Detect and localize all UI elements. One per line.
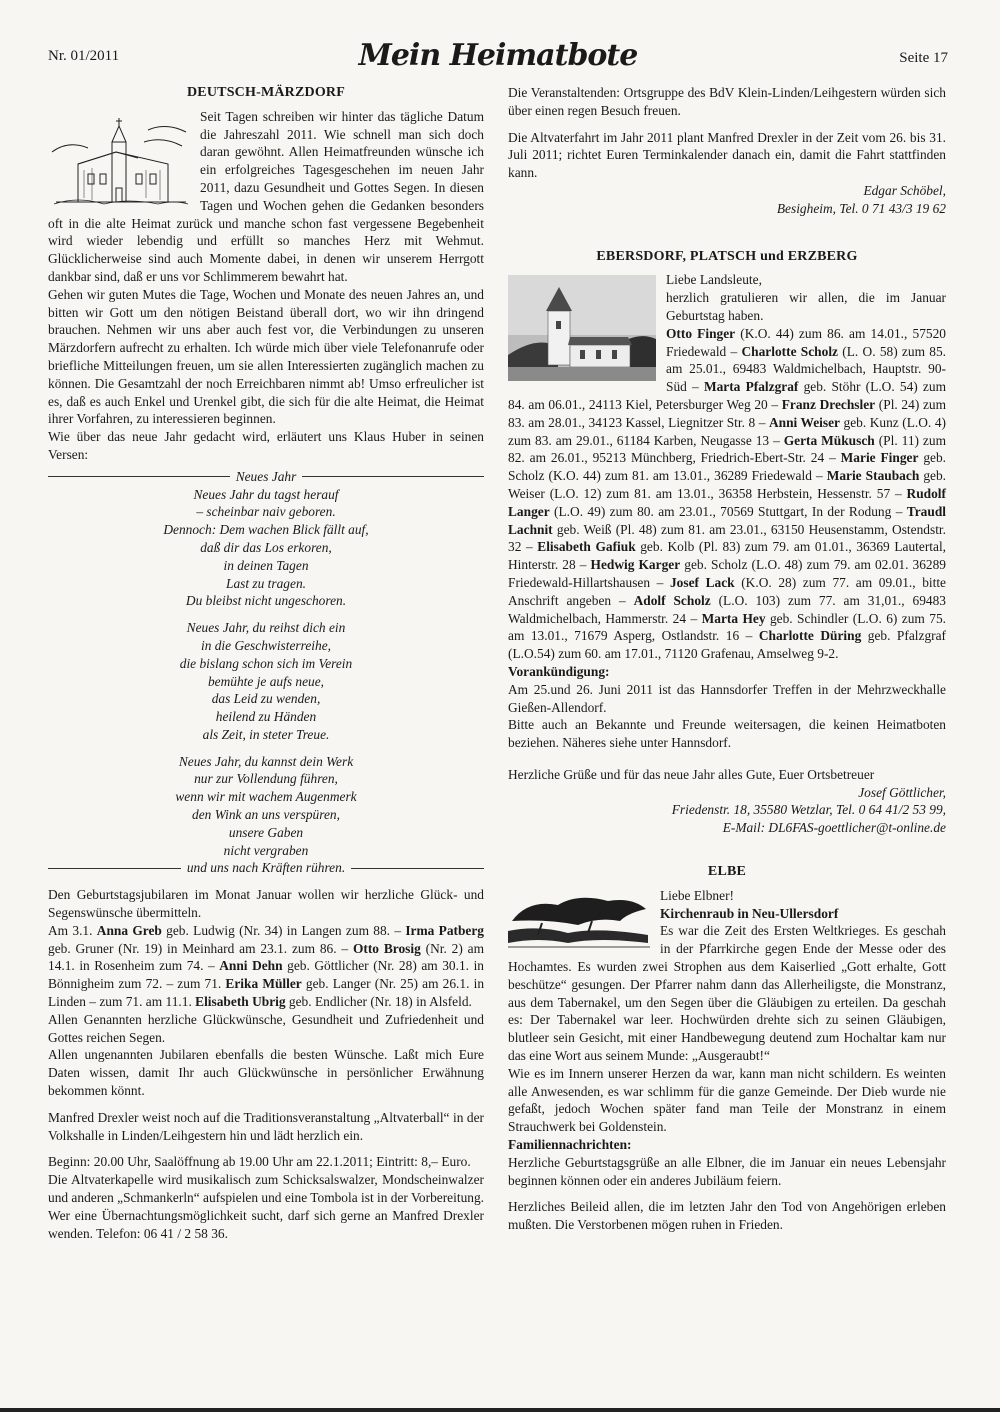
poem-line: Neues Jahr, du reihst dich ein [186,620,346,636]
paragraph: Beginn: 20.00 Uhr, Saalöffnung ab 19.00 Uhr am 22.1.2011; Eintritt: 8,– Euro. [48,1154,471,1170]
paragraph: Herzliche Geburtstagsgrüße an alle Elbner, die im Januar ein neues Lebensjahr beginnen können oder ein anderes Jubiläum feiern. [508,1154,946,1188]
jubilar-name: Gerta Mükusch [783,432,875,448]
paragraph: Bitte auch an Bekannte und Freunde weitersagen, die keinen Heimatboten beziehen. Näheres siehe unter Hannsdorf. [508,717,946,751]
bottom-edge [0,1408,1000,1412]
jubilar-name: Anni Weiser [768,414,840,430]
poem-line: Du bleibst nicht ungeschoren. [185,593,347,609]
page-header [48,38,948,78]
poem-line: heilend zu Händen [215,709,317,725]
jubilar-name: Marta Hey [701,610,766,626]
birthday-list: Otto Finger (K.O. 44) zum 86. am 14.01., 57520 Friedewald – Charlotte Scholz (L. O. 58) zum 85. am 25.01., 69483 Waldmichelbach, Hauptstr. 90-Süd – Marta Pfalzgraf geb. Stöhr (L.O. 54) zum 84. am 06.01., 24113 Kiel, Petersburger Weg 20 – Franz Drechsler (Pl. 24) zum 83. am 28.01., 34123 Kassel, Liegnitzer Str. 8 – Anni Weiser geb. Kunz (L.O. 4) zum 83. am 29.01., 61184 Karben, Neugasse 13 – Gerta Mükusch (Pl. 11) zum 82. am 26.01., 95213 Münchberg, Friedrich-Ebert-Str. 24 – Marie Finger geb. Scholz (K.O. 44) zum 81. am 13.01., 36289 Friedewald – Marie Staubach geb. Weiser (L.O. 12) zum 81. am 13.01., 36358 Herbstein, Hessenstr. 57 – Rudolf Langer (L.O. 49) zum 80. am 23.01., 70569 Stuttgart, In der Rodung – Traudl Lachnit geb. Weiß (Pl. 48) zum 81. am 23.01., 63150 Heusenstamm, Ostendstr. 32 – Elisabeth Gafiuk geb. Kolb (Pl. 83) zum 79. am 01.01., 36369 Lautertal, Hinterstr. 28 – Hedwig Karger geb. Scholz (L.O. 48) zum 79. am 02.01. 36289 Friedewald-Hillartshausen – Josef Lack (K.O. 28) zum 77. am 09.01., bitte Anschrift angeben – Adolf Scholz (L.O. 103) zum 77. am 31,01., 69483 Waldmichelbach, Hammerstr. 24 – Marta Hey geb. Schindler (L.O. 6) zum 75. am 13.01., 71679 Asperg, Ostlandstr. 16 – Charlotte Düring geb. Pfalzgraf (L.O.54) zum 60. am 17.01., 71120 Grafenau, Amselweg 9-2. [508,325,947,662]
poem-stanza-2 [48,619,484,744]
paragraph: Wer eine Übernachtungsmöglichkeit sucht, darf sich gerne an Manfred Drexler wenden. Telefon: 06 41 / 2 58 36. [48,1207,484,1241]
paragraph: Die Altvaterkapelle wird musikalisch zum Schicksalswalzer, Mondscheinwalzer und anderen „Schmankerln“ aufspielen und eine Tombola ist in der Vorbereitung. [48,1172,484,1206]
poem-line: – scheinbar naiv geboren. [196,504,336,520]
section-title-deutsch-maerzdorf: DEUTSCH-MÄRZDORF [187,85,345,100]
jubilar-name: Charlotte Düring [758,628,862,644]
page-number: Seite 17 [899,50,948,66]
right-column [508,84,946,1234]
signature-name: Josef Göttlicher, [858,784,946,800]
jubilar-name: Anna Greb [96,922,162,938]
greeting: Liebe Landsleute, [666,272,762,288]
paragraph: Allen Genannten herzliche Glückwünsche, Gesundheit und Zufriedenheit und Gottes reichen Segen. [48,1011,484,1045]
jubilar-name: Marie Finger [840,450,919,466]
landscape-sketch-icon [508,891,650,951]
jubilar-name: Marta Pfalzgraf [703,379,799,395]
poem-stanza-3 [48,753,484,860]
paragraph: Am 25.und 26. Juni 2011 ist das Hannsdorfer Treffen in der Mehrzweckhalle Gießen-Allendorf. [508,681,946,715]
jubilar-name: Anni Dehn [219,958,283,974]
poem-line: in die Geschwisterreihe, [200,637,332,653]
paragraph: Den Geburtstagsjubilaren im Monat Januar wollen wir herzliche Glück- und Segenswünsche übermitteln. [48,887,484,921]
jubilar-name: Traudl Lachnit [508,503,946,537]
issue-number: Nr. 01/2011 [48,48,120,64]
intro-paragraph: Seit Tagen schreiben wir hinter das tägliche Datum die Jahreszahl 2011. Wie schnell man sich doch daran gewöhnt. Allen Heimatfreunden wünsche ich ein erfolgreiches Tagesgeschehen im neuen Jahr 2011, dazu Gesundheit und Gottes Segen. In diesen Tagen und Wochen gehen die Gedanken besonders oft in die alte Heimat zurück und manche schon fast vergessene Begebenheit wird wieder lebendig und erfüllt so manches Herz mit Wehmut. Glücklicherweise sind auch Momente dabei, in denen wir unserem Herrgott dankbar sind, daß er uns vor Schlimmerem bewahrt hat. [48,108,484,284]
paragraph: Manfred Drexler weist noch auf die Traditionsveranstaltung „Altvaterball“ in der Volkshalle in Linden/Leihgestern hin und lädt herzlich ein. [48,1109,484,1143]
church-photo-icon [508,275,656,381]
poem-line: Dennoch: Dem wachen Blick fällt auf, [163,522,369,538]
announcement-heading: Vorankündigung: [508,663,610,679]
poem-line: nicht vergraben [223,842,309,858]
poem-stanza-1 [48,486,484,611]
poem-line: Neues Jahr, du kannst dein Werk [178,753,354,769]
poem-line: nur zur Vollendung führen, [194,771,338,787]
greeting: Liebe Elbner! [660,887,734,903]
jubilar-name: Franz Drechsler [781,396,876,412]
paragraph: Wie es im Innern unserer Herzen da war, kann man nicht schildern. Es weinten alle Anwesenden, es war schlimm für die ganze Gemeinde. Der Dieb wurde nie gefaßt, jedoch Wochen später fand man Teile der Monstranz in einem Strauchwerk bei Goldenstein. [508,1065,946,1135]
poem-line: bemühte je aufs neue, [207,673,325,689]
jubilar-name: Erika Müller [225,976,302,992]
church-sketch-icon [48,112,190,208]
birthday-list: Am 3.1. Anna Greb geb. Ludwig (Nr. 34) in Langen zum 88. – Irma Patberg geb. Gruner (Nr. 19) in Meinhard am 23.1. zum 86. – Otto Brosig (Nr. 2) am 14.1. in Rosenheim zum 74. – Anni Dehn geb. Göttlicher (Nr. 28) am 30.1. in Bönnigheim zum 72. – zum 71. Erika Müller geb. Langer (Nr. 25) am 26.1. in Linden – zum 71. am 11.1. Elisabeth Ubrig geb. Endlicher (Nr. 18) in Alsfeld. [48,922,485,1010]
poem-line: Neues Jahr du tagst herauf [193,486,339,502]
poem-line: den Wink an uns verspüren, [192,807,340,823]
paragraph: Die Altvaterfahrt im Jahr 2011 plant Manfred Drexler in der Zeit vom 26. bis 31. Juli 2011; richtet Euren Terminkalender danach ein, damit die Fahrt stattfinden kann. [508,129,946,181]
closing-greeting: Herzliche Grüße und für das neue Jahr alles Gute, Euer Ortsbetreuer [508,766,875,782]
section-title-elbe: ELBE [707,864,747,880]
family-news-heading: Familiennachrichten: [508,1137,632,1153]
section-title-ebersdorf: EBERSDORF, PLATSCH und ERZBERG [596,248,858,264]
left-column [48,84,484,1242]
jubilar-name: Irma Patberg [405,922,484,938]
poem-line: die bislang schon sich im Verein [179,655,353,671]
jubilar-name: Elisabeth Ubrig [195,994,286,1010]
poem-line: in deinen Tagen [223,557,309,573]
poem-title: Neues Jahr [48,468,484,486]
poem-line: Last zu tragen. [226,575,306,591]
signature-address: Friedenstr. 18, 35580 Wetzlar, Tel. 0 64 41/2 53 99, [671,802,946,818]
masthead-logo: Mein Heimatbote [358,38,638,73]
paragraph: Es war die Zeit des Ersten Weltkrieges. Es geschah in der Pfarrkirche gegen Ende der Messe oder des Hochamtes. Es wurden zwei Strophen aus dem Kaiserlied „Gott erhalte, Gott beschütze“ gesungen. Der Pfarrer nahm dann das Allerheiligste, die Monstranz, aus dem Tabernakel, um den Segen über die Gläubigen zu erteilen. Da geschah es: Der Tabernakel war leer. Hochwürden drehte sich zu seinen Gläubigen, blutleer sein Gesicht, mit einer Handbewegung deutend zum Hochaltar kam nur das eine Wort aus seinem Munde: „Ausgeraubt!“ [508,923,946,1064]
jubilar-name: Otto Brosig [352,940,421,956]
paragraph: Herzliches Beileid allen, die im letzten Jahr den Tod von Angehörigen erleben mußten. Die Verstorbenen mögen ruhen in Frieden. [508,1199,946,1233]
paragraph: Allen ungenannten Jubilaren ebenfalls die besten Wünsche. Laßt mich Eure Daten wissen, damit Ihr auch Glückwünsche in persönlicher Erwähnung bekommen könnt. [48,1047,484,1099]
poem [48,468,484,878]
jubilar-name: Adolf Scholz [633,592,711,608]
poem-line: unsere Gaben [228,824,304,840]
poem-line: das Leid zu wenden, [211,691,321,707]
paragraph: Die Veranstaltenden: Ortsgruppe des BdV Klein-Linden/Leihgestern würden sich über einen regen Besuch freuen. [508,85,946,118]
signature-address: Besigheim, Tel. 0 71 43/3 19 62 [776,200,946,216]
poem-line: wenn wir mit wachem Augenmerk [175,789,357,805]
jubilar-name: Marie Staubach [826,468,920,484]
jubilar-name: Rudolf Langer [508,485,946,519]
article-heading: Kirchenraub in Neu-Ullersdorf [660,905,839,921]
greeting-text: herzlich gratulieren wir allen, die im Januar Geburtstag haben. [666,290,946,323]
jubilar-name: Josef Lack [669,574,735,590]
signature-email: E-Mail: DL6FAS-goettlicher@t-online.de [722,820,946,836]
signature-name: Edgar Schöbel, [863,182,946,198]
poem-line: als Zeit, in steter Treue. [202,726,330,742]
poem-line: daß dir das Los erkoren, [200,539,332,555]
jubilar-name: Charlotte Scholz [741,343,838,359]
paragraph: Gehen wir guten Mutes die Tage, Wochen und Monate des neuen Jahres an, und bitten wir Gott um den nötigen Beistand überall dort, wo wir ihn dringend brauchen. Nehmen wir uns aber auch fest vor, die Verbindungen zu unseren Märzdorfern aufrecht zu erhalten. Ich würde mich über viele Telefonanrufe oder briefliche Mitteilungen freuen, um sie allen Interessierten zugänglich machen zu können. Die Gesamtzahl der noch Erreichbaren nimmt ab! Umso erfreulicher ist es, daß es auch Enkel und Urenkel gibt, die sich für die alte Heimat, die Heimat ihrer Vorfahren, zu interessieren beginnen. [48,286,484,427]
jubilar-name: Otto Finger [666,325,736,341]
jubilar-name: Hedwig Karger [590,557,681,573]
poem-last-line: und uns nach Kräften rühren. [48,859,484,877]
jubilar-name: Elisabeth Gafiuk [537,539,636,555]
paragraph: Wie über das neue Jahr gedacht wird, erläutert uns Klaus Huber in seinen Versen: [48,429,484,462]
